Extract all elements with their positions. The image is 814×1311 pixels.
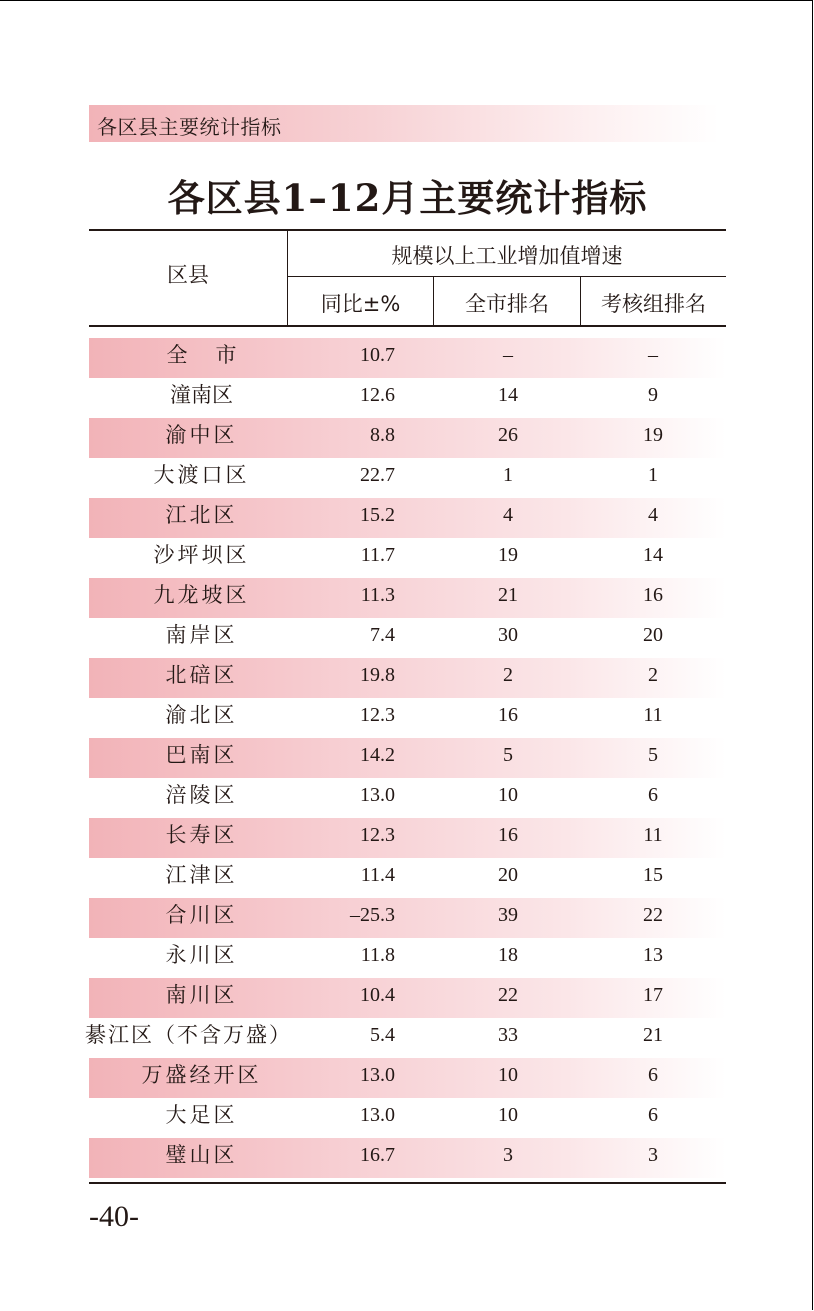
group-rank-value: 6 xyxy=(648,1064,658,1086)
group-rank-value: 13 xyxy=(643,944,663,966)
district-name: 全市 xyxy=(166,343,265,367)
group-rank-value: – xyxy=(648,344,658,366)
table-row xyxy=(89,738,726,778)
yoy-value: 13.0 xyxy=(360,1104,395,1126)
district-name: 永川区 xyxy=(165,943,238,967)
group-rank-value: 11 xyxy=(643,824,663,846)
city-rank-value: 33 xyxy=(498,1024,518,1046)
yoy-value: 12.3 xyxy=(360,824,395,846)
district-name: 沙坪坝区 xyxy=(153,543,250,567)
city-rank-value: 2 xyxy=(503,664,513,686)
city-rank-value: 19 xyxy=(498,544,518,566)
yoy-value: 11.7 xyxy=(360,544,395,566)
group-rank-value: 1 xyxy=(648,464,658,486)
group-rank-value: 15 xyxy=(643,864,663,886)
yoy-value: 12.3 xyxy=(360,704,395,726)
district-name: 南川区 xyxy=(165,983,238,1007)
city-rank-value: 14 xyxy=(498,384,518,406)
yoy-value: 13.0 xyxy=(360,784,395,806)
district-name: 江北区 xyxy=(165,503,238,527)
yoy-value: 22.7 xyxy=(360,464,395,486)
table-row xyxy=(89,338,726,378)
header-yoy: 同比±% xyxy=(320,292,401,316)
yoy-value: 8.8 xyxy=(370,424,395,446)
district-name: 大足区 xyxy=(165,1103,238,1127)
table-body xyxy=(85,338,726,1178)
district-name: 江津区 xyxy=(165,863,238,887)
group-rank-value: 21 xyxy=(643,1024,663,1046)
group-rank-value: 4 xyxy=(648,504,658,526)
header-group-rank: 考核组排名 xyxy=(601,292,706,316)
yoy-value: 11.3 xyxy=(360,584,395,606)
yoy-value: 16.7 xyxy=(360,1144,395,1166)
table-row xyxy=(89,578,726,618)
city-rank-value: 10 xyxy=(498,1104,518,1126)
group-rank-value: 5 xyxy=(648,744,658,766)
group-rank-value: 6 xyxy=(648,1104,658,1126)
yoy-value: 12.6 xyxy=(360,384,395,406)
city-rank-value: 16 xyxy=(498,704,518,726)
yoy-value: 14.2 xyxy=(360,744,395,766)
city-rank-value: 39 xyxy=(498,904,518,926)
table-row xyxy=(85,1018,726,1058)
district-name: 九龙坡区 xyxy=(153,583,250,607)
header-district: 区县 xyxy=(167,263,209,287)
district-name: 綦江区（不含万盛） xyxy=(85,1023,292,1047)
city-rank-value: 10 xyxy=(498,784,518,806)
city-rank-value: 16 xyxy=(498,824,518,846)
table-bottom-rule xyxy=(89,1182,726,1184)
district-name: 涪陵区 xyxy=(165,783,238,807)
district-name: 北碚区 xyxy=(165,663,238,687)
city-rank-value: 3 xyxy=(503,1144,513,1166)
group-rank-value: 20 xyxy=(643,624,663,646)
table-row xyxy=(89,658,726,698)
table-row xyxy=(89,1138,726,1178)
yoy-value: 11.4 xyxy=(360,864,395,886)
yoy-value: 13.0 xyxy=(360,1064,395,1086)
yoy-value: 10.4 xyxy=(360,984,395,1006)
district-name: 渝北区 xyxy=(165,703,238,727)
district-name: 合川区 xyxy=(165,903,238,927)
group-rank-value: 14 xyxy=(643,544,663,566)
group-rank-value: 6 xyxy=(648,784,658,806)
group-rank-value: 19 xyxy=(643,424,663,446)
table-row xyxy=(89,618,726,658)
table-row xyxy=(89,898,726,938)
table-header-rule xyxy=(89,325,726,327)
district-name: 大渡口区 xyxy=(153,463,250,487)
table-row xyxy=(89,458,726,498)
district-name: 南岸区 xyxy=(165,623,238,647)
district-name: 潼南区 xyxy=(170,383,233,407)
city-rank-value: 30 xyxy=(498,624,518,646)
table-row xyxy=(89,378,726,418)
table-row xyxy=(89,1058,726,1098)
city-rank-value: 21 xyxy=(498,584,518,606)
city-rank-value: 4 xyxy=(503,504,513,526)
district-name: 长寿区 xyxy=(165,823,238,847)
table-row xyxy=(89,858,726,898)
yoy-value: 15.2 xyxy=(360,504,395,526)
yoy-value: 11.8 xyxy=(360,944,395,966)
table-row xyxy=(89,498,726,538)
district-name: 渝中区 xyxy=(165,423,238,447)
group-rank-value: 22 xyxy=(643,904,663,926)
yoy-value: 7.4 xyxy=(370,624,395,646)
city-rank-value: 18 xyxy=(498,944,518,966)
yoy-value: 5.4 xyxy=(370,1024,395,1046)
page-title: 各区县1–12月主要统计指标 xyxy=(167,176,648,220)
table-row xyxy=(89,698,726,738)
section-banner xyxy=(89,105,719,142)
group-rank-value: 17 xyxy=(643,984,663,1006)
header-sub-rule xyxy=(288,276,726,277)
header-group: 规模以上工业增加值增速 xyxy=(391,244,623,268)
group-rank-value: 3 xyxy=(648,1144,658,1166)
header-city-rank: 全市排名 xyxy=(465,292,549,316)
table-row xyxy=(89,818,726,858)
city-rank-value: – xyxy=(503,344,513,366)
city-rank-value: 26 xyxy=(498,424,518,446)
table-row xyxy=(89,1098,726,1138)
city-rank-value: 20 xyxy=(498,864,518,886)
yoy-value: 10.7 xyxy=(360,344,395,366)
table-row xyxy=(89,938,726,978)
group-rank-value: 2 xyxy=(648,664,658,686)
table-row xyxy=(89,978,726,1018)
district-name: 万盛经开区 xyxy=(141,1063,262,1087)
city-rank-value: 10 xyxy=(498,1064,518,1086)
group-rank-value: 11 xyxy=(643,704,663,726)
yoy-value: 19.8 xyxy=(360,664,395,686)
page-number: -40- xyxy=(89,1200,139,1233)
table-row xyxy=(89,778,726,818)
yoy-value: –25.3 xyxy=(350,904,395,926)
district-name: 巴南区 xyxy=(165,743,238,767)
city-rank-value: 22 xyxy=(498,984,518,1006)
group-rank-value: 16 xyxy=(643,584,663,606)
city-rank-value: 1 xyxy=(503,464,513,486)
table-row xyxy=(89,418,726,458)
district-name: 璧山区 xyxy=(165,1143,238,1167)
table-top-rule xyxy=(89,229,726,231)
table-row xyxy=(89,538,726,578)
section-banner-text: 各区县主要统计指标 xyxy=(97,115,282,139)
group-rank-value: 9 xyxy=(648,384,658,406)
city-rank-value: 5 xyxy=(503,744,513,766)
